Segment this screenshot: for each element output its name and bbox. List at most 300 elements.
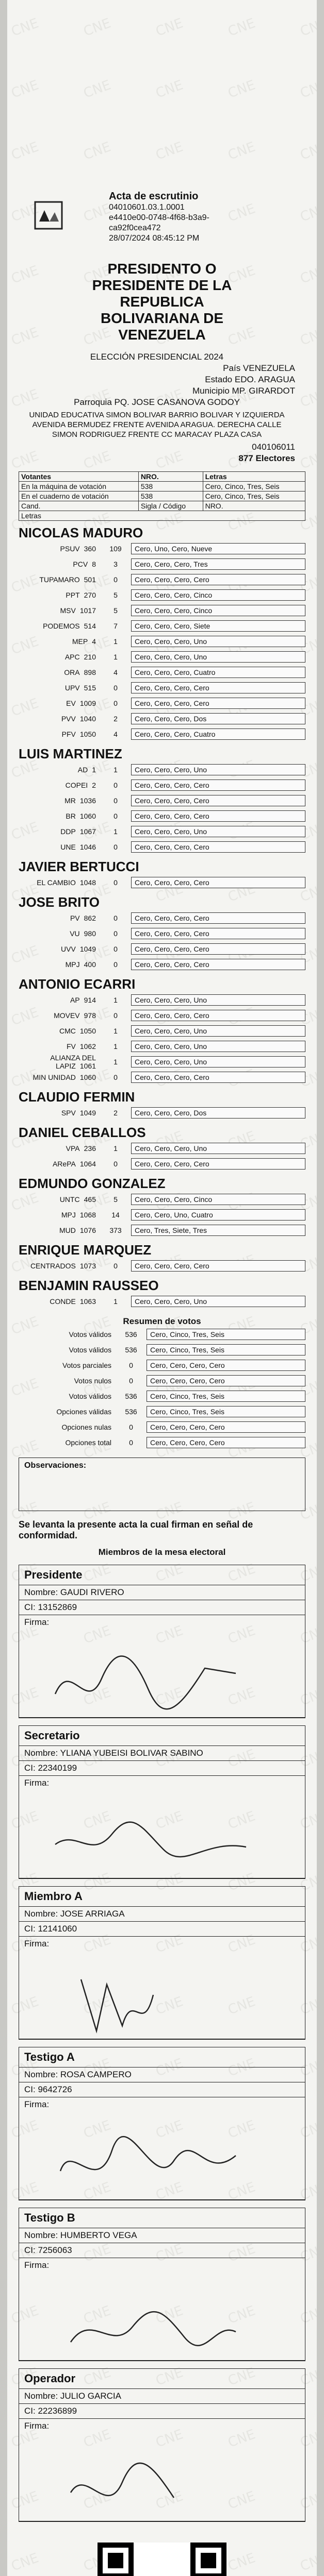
party-acronym: PFV — [61, 730, 76, 738]
party-code: 1060 — [79, 812, 96, 820]
signature-area — [19, 1951, 305, 2039]
party-acronym-code — [19, 560, 100, 568]
party-acronym-code — [19, 812, 100, 820]
vote-count: 1 — [114, 1058, 118, 1066]
candidate-party-row — [19, 941, 305, 957]
vote-letters: Cero, Cero, Cero, Uno — [131, 1296, 305, 1307]
party-code: 1064 — [79, 1160, 96, 1168]
signer-name: Nombre: YLIANA YUBEISI BOLIVAR SABINO — [19, 1746, 305, 1761]
vote-letters: Cero, Cero, Cero, Uno — [131, 1041, 305, 1052]
candidate-name: BENJAMIN RAUSSEO — [19, 1278, 159, 1293]
signers-list — [19, 1565, 305, 2522]
signature-area — [19, 1790, 305, 1878]
candidate-party-row — [19, 618, 305, 634]
candidate-party-row — [19, 1105, 305, 1121]
vote-count: 0 — [114, 812, 118, 820]
summary-letters: Cero, Cero, Cero, Cero — [147, 1375, 305, 1386]
party-acronym-code — [19, 1160, 100, 1168]
signature-icon — [50, 2441, 256, 2518]
summary-letters: Cero, Cinco, Tres, Seis — [147, 1391, 305, 1402]
party-code: 360 — [84, 545, 96, 553]
vote-letters: Cero, Cero, Cero, Cero — [131, 1260, 305, 1272]
candidate-party-row — [19, 1141, 305, 1156]
vote-count: 0 — [114, 1160, 118, 1168]
candidate-party-row — [19, 1207, 305, 1223]
vote-letters: Cero, Cero, Cero, Uno — [131, 1143, 305, 1154]
summary-label: Votos válidos — [69, 1392, 111, 1400]
party-acronym: CONDE — [50, 1297, 76, 1306]
party-acronym: PODEMOS — [43, 622, 80, 630]
vote-letters: Cero, Uno, Cero, Nueve — [131, 543, 305, 554]
party-acronym-code — [19, 1073, 100, 1081]
members-title: Miembros de la mesa electoral — [98, 1547, 226, 1557]
party-acronym: VPA — [66, 1144, 80, 1153]
vote-count: 1 — [114, 1144, 118, 1153]
party-acronym: MUD — [59, 1226, 76, 1234]
party-acronym-code — [19, 1027, 100, 1035]
candidate-party-row — [19, 711, 305, 726]
candidate-party-row — [19, 808, 305, 824]
party-code: 978 — [84, 1011, 96, 1020]
voter-cell: 538 — [138, 482, 203, 492]
vote-count: 0 — [114, 960, 118, 969]
vote-letters: Cero, Cero, Cero, Cero — [131, 779, 305, 791]
summary-letters: Cero, Cero, Cero, Cero — [147, 1421, 305, 1433]
vote-letters: Cero, Cero, Cero, Uno — [131, 764, 305, 775]
party-code: 1036 — [79, 796, 96, 805]
party-code: 1050 — [79, 730, 96, 738]
party-acronym: TUPAMARO — [39, 575, 80, 584]
party-code: 1049 — [79, 1109, 96, 1117]
center-code: 040106011 — [252, 442, 295, 452]
cne-logo-icon — [34, 201, 63, 230]
summary-row — [19, 1327, 305, 1342]
vote-letters: Cero, Cero, Cero, Siete — [131, 620, 305, 632]
candidate-name: ENRIQUE MARQUEZ — [19, 1242, 152, 1258]
vote-count: 2 — [114, 715, 118, 723]
party-acronym-code — [19, 929, 100, 938]
signer-role: Secretario — [19, 1726, 305, 1746]
party-acronym-code — [19, 914, 100, 922]
party-acronym-code — [19, 796, 100, 805]
vote-letters: Cero, Cero, Cero, Cero — [131, 574, 305, 585]
summary-value: 0 — [129, 1438, 133, 1447]
party-acronym: MPJ — [65, 960, 80, 969]
election-title — [19, 261, 305, 343]
election-name: ELECCIÓN PRESIDENCIAL 2024 — [90, 352, 224, 362]
party-acronym: ORA — [64, 668, 80, 676]
vote-count: 0 — [114, 796, 118, 805]
candidate-name: ANTONIO ECARRI — [19, 976, 136, 992]
acta-line: 28/07/2024 08:45:12 PM — [109, 234, 200, 243]
vote-count: 0 — [114, 684, 118, 692]
signer-firma-label: Firma: — [24, 1617, 50, 1627]
party-acronym-code — [19, 684, 100, 692]
party-acronym-code — [19, 878, 100, 887]
party-acronym: MPJ — [61, 1211, 76, 1219]
vote-letters: Cero, Cero, Cero, Uno — [131, 826, 305, 837]
acta-info — [109, 191, 209, 244]
party-acronym-code — [19, 945, 100, 953]
candidate-name: JAVIER BERTUCCI — [19, 859, 139, 874]
voter-subheader: NRO. — [203, 501, 305, 511]
vote-letters: Cero, Cero, Cero, Uno — [131, 636, 305, 647]
party-code: 862 — [84, 914, 96, 922]
country: País VENEZUELA — [223, 363, 295, 373]
summary-label: Votos parciales — [62, 1361, 111, 1369]
vote-letters: Cero, Cero, Cero, Cero — [131, 877, 305, 888]
summary-label: Votos nulos — [74, 1377, 111, 1385]
party-code: 1063 — [79, 1297, 96, 1306]
signer-block — [19, 2208, 305, 2361]
party-acronym-code — [19, 1226, 100, 1234]
candidate-name: JOSE BRITO — [19, 894, 100, 910]
party-acronym-code — [19, 699, 100, 707]
vote-count: 2 — [114, 1109, 118, 1117]
party-acronym-code — [19, 715, 100, 723]
vote-count: 1 — [114, 1042, 118, 1050]
summary-value: 536 — [125, 1392, 137, 1400]
vote-count: 5 — [114, 1195, 118, 1204]
summary-row — [19, 1419, 305, 1435]
signer-ci: CI: 22236899 — [19, 2404, 305, 2419]
candidate-party-row — [19, 603, 305, 618]
party-acronym-code — [19, 960, 100, 969]
municipality: Municipio MP. GIRARDOT — [192, 386, 295, 396]
vote-letters: Cero, Cero, Cero, Cero — [131, 943, 305, 955]
title-line: BOLIVARIANA DE — [101, 310, 223, 326]
signer-ci: CI: 7256063 — [19, 2243, 305, 2258]
party-acronym: UNE — [60, 843, 76, 851]
party-code: 914 — [84, 996, 96, 1004]
summary-letters: Cero, Cero, Cero, Cero — [147, 1437, 305, 1448]
party-code: 1060 — [79, 1073, 96, 1081]
voter-header: Votantes — [19, 472, 139, 482]
vote-letters: Cero, Cero, Cero, Cero — [131, 959, 305, 970]
vote-letters: Cero, Cero, Cero, Cero — [131, 841, 305, 853]
party-code: 980 — [84, 929, 96, 938]
party-acronym-code — [19, 1054, 100, 1070]
party-acronym-code — [19, 606, 100, 615]
vote-count: 0 — [114, 929, 118, 938]
party-acronym: BR — [66, 812, 76, 820]
vote-letters: Cero, Cero, Cero, Dos — [131, 713, 305, 724]
party-acronym: APC — [64, 653, 80, 661]
signer-firma-label: Firma: — [24, 2260, 50, 2270]
party-code: 4 — [92, 637, 96, 646]
vote-letters: Cero, Cero, Cero, Cero — [131, 810, 305, 822]
observations-label: Observaciones: — [24, 1461, 87, 1470]
voter-cell: Cero, Cinco, Tres, Seis — [203, 482, 305, 492]
summary-table — [19, 1327, 305, 1450]
signer-name: Nombre: ROSA CAMPERO — [19, 2067, 305, 2082]
acta-line: ca92f0cea472 — [109, 224, 161, 232]
vote-letters: Cero, Cero, Cero, Cinco — [131, 605, 305, 616]
signer-name: Nombre: JULIO GARCIA — [19, 2389, 305, 2404]
party-code: 1009 — [79, 699, 96, 707]
signature-icon — [50, 2120, 256, 2197]
vote-letters: Cero, Cero, Cero, Cuatro — [131, 667, 305, 678]
party-acronym: PV — [70, 914, 80, 922]
party-acronym: UVV — [61, 945, 76, 953]
party-acronym: VU — [70, 929, 80, 938]
party-code: 2 — [92, 781, 96, 789]
summary-row — [19, 1373, 305, 1388]
party-acronym: COPEI — [65, 781, 88, 789]
vote-count: 1 — [114, 653, 118, 661]
signature-area — [19, 2433, 305, 2521]
voter-subheader: Letras — [19, 511, 305, 521]
signer-firma-label: Firma: — [24, 2421, 50, 2431]
party-acronym: PVV — [61, 715, 76, 723]
party-code: 8 — [92, 560, 96, 568]
voter-subheader: Cand. — [19, 501, 139, 511]
vote-letters: Cero, Cero, Cero, Cero — [131, 795, 305, 806]
vote-letters: Cero, Tres, Siete, Tres — [131, 1225, 305, 1236]
party-acronym-code — [19, 843, 100, 851]
candidate-party-row — [19, 957, 305, 972]
summary-value: 0 — [129, 1361, 133, 1369]
title-line: PRESIDENTE DE LA — [92, 277, 232, 293]
signer-ci: CI: 22340199 — [19, 1761, 305, 1776]
candidate-party-row — [19, 1192, 305, 1207]
sign-notice: Se levanta la presente acta la cual firman en señal de conformidad. — [19, 1519, 253, 1540]
vote-letters: Cero, Cero, Cero, Cuatro — [131, 728, 305, 740]
summary-letters: Cero, Cinco, Tres, Seis — [147, 1406, 305, 1417]
signature-area — [19, 2112, 305, 2200]
party-code: 515 — [84, 684, 96, 692]
party-acronym: AD — [77, 766, 88, 774]
party-acronym: PPT — [66, 591, 80, 599]
party-code: 1046 — [79, 843, 96, 851]
party-acronym-code — [19, 1262, 100, 1270]
candidate-list — [19, 525, 305, 1309]
party-code: 1049 — [79, 945, 96, 953]
vote-count: 1 — [114, 637, 118, 646]
party-acronym: ALIANZA DEL LAPIZ — [50, 1054, 96, 1070]
signer-role: Testigo B — [19, 2208, 305, 2228]
party-code: 270 — [84, 591, 96, 599]
party-acronym-code — [19, 591, 100, 599]
candidate-party-row — [19, 1039, 305, 1054]
party-acronym: SPV — [61, 1109, 76, 1117]
vote-count: 0 — [114, 914, 118, 922]
title-line: REPUBLICA — [120, 294, 204, 310]
signature-icon — [50, 1959, 256, 2036]
voter-subheader: Sigla / Código — [138, 501, 203, 511]
vote-letters: Cero, Cero, Cero, Cinco — [131, 1194, 305, 1205]
candidate-party-row — [19, 824, 305, 839]
candidate-party-row — [19, 556, 305, 572]
candidate-name: LUIS MARTINEZ — [19, 746, 122, 761]
vote-count: 0 — [114, 945, 118, 953]
signature-area — [19, 2273, 305, 2361]
party-code: 210 — [84, 653, 96, 661]
vote-letters: Cero, Cero, Cero, Cero — [131, 1010, 305, 1021]
party-acronym-code — [19, 827, 100, 836]
party-code: 1061 — [79, 1062, 96, 1070]
party-acronym-code — [19, 668, 100, 676]
summary-row — [19, 1342, 305, 1358]
vote-count: 0 — [114, 575, 118, 584]
candidate-party-row — [19, 726, 305, 742]
candidate-party-row — [19, 1258, 305, 1274]
vote-count: 0 — [114, 1011, 118, 1020]
signer-block — [19, 2368, 305, 2522]
summary-value: 536 — [125, 1408, 137, 1416]
candidate-name: CLAUDIO FERMIN — [19, 1089, 135, 1105]
party-code: 400 — [84, 960, 96, 969]
title-line: VENEZUELA — [118, 327, 206, 343]
party-acronym: CENTRADOS — [30, 1262, 76, 1270]
vote-count: 3 — [114, 560, 118, 568]
party-acronym-code — [19, 545, 100, 553]
party-code: 1067 — [79, 827, 96, 836]
vote-count: 1 — [114, 1027, 118, 1035]
candidate-party-row — [19, 793, 305, 808]
party-code: 1040 — [79, 715, 96, 723]
candidate-name: EDMUNDO GONZALEZ — [19, 1176, 166, 1191]
candidate-party-row — [19, 541, 305, 556]
summary-label: Votos válidos — [69, 1330, 111, 1338]
signer-role: Miembro A — [19, 1887, 305, 1907]
vote-count: 0 — [114, 1262, 118, 1270]
candidate-party-row — [19, 839, 305, 855]
party-code: 898 — [84, 668, 96, 676]
party-acronym-code — [19, 637, 100, 646]
candidate-party-row — [19, 777, 305, 793]
election-info — [19, 351, 305, 464]
candidate-name: DANIEL CEBALLOS — [19, 1125, 146, 1140]
party-acronym: EL CAMBIO — [37, 878, 76, 887]
candidate-party-row — [19, 680, 305, 696]
candidate-party-row — [19, 665, 305, 680]
vote-letters: Cero, Cero, Cero, Cinco — [131, 589, 305, 601]
party-acronym: MSV — [60, 606, 76, 615]
party-acronym: MR — [64, 796, 76, 805]
candidate-party-row — [19, 926, 305, 941]
vote-count: 7 — [114, 622, 118, 630]
candidate-party-row — [19, 649, 305, 665]
party-acronym: UPV — [64, 684, 80, 692]
signer-ci: CI: 12141060 — [19, 1922, 305, 1937]
party-acronym-code — [19, 996, 100, 1004]
qr-area — [19, 2543, 305, 2576]
signer-block — [19, 1725, 305, 1879]
vote-letters: Cero, Cero, Uno, Cuatro — [131, 1209, 305, 1221]
summary-row — [19, 1358, 305, 1373]
party-acronym-code — [19, 653, 100, 661]
vote-count: 0 — [114, 781, 118, 789]
signer-firma-label: Firma: — [24, 2099, 50, 2109]
summary-value: 536 — [125, 1346, 137, 1354]
party-acronym-code — [19, 1109, 100, 1117]
summary-label: Votos válidos — [69, 1346, 111, 1354]
vote-count: 109 — [109, 545, 122, 553]
vote-count: 0 — [114, 699, 118, 707]
party-code: 1048 — [79, 878, 96, 887]
party-acronym: PCV — [73, 560, 88, 568]
party-acronym: ARePA — [52, 1160, 76, 1168]
summary-letters: Cero, Cero, Cero, Cero — [147, 1360, 305, 1371]
party-acronym: CMC — [59, 1027, 76, 1035]
party-code: 501 — [84, 575, 96, 584]
party-acronym-code — [19, 1011, 100, 1020]
vote-count: 0 — [114, 1073, 118, 1081]
signature-icon — [50, 1637, 256, 1715]
summary-row — [19, 1388, 305, 1404]
candidate-party-row — [19, 1223, 305, 1238]
voter-cell: 538 — [138, 492, 203, 501]
party-acronym-code — [19, 622, 100, 630]
candidate-party-row — [19, 587, 305, 603]
signer-block — [19, 1886, 305, 2040]
summary-row — [19, 1435, 305, 1450]
party-acronym: DDP — [60, 827, 76, 836]
party-acronym: UNTC — [59, 1195, 80, 1204]
party-acronym: EV — [66, 699, 76, 707]
acta-title: Acta de escrutinio — [109, 191, 199, 202]
party-acronym: FV — [66, 1042, 76, 1050]
party-code: 1 — [92, 766, 96, 774]
state: Estado EDO. ARAGUA — [205, 375, 295, 384]
candidate-party-row — [19, 634, 305, 649]
candidate-party-row — [19, 875, 305, 890]
signer-block — [19, 2047, 305, 2200]
vote-count: 4 — [114, 668, 118, 676]
candidate-party-row — [19, 910, 305, 926]
party-code: 1076 — [79, 1226, 96, 1234]
candidate-party-row — [19, 1156, 305, 1172]
vote-letters: Cero, Cero, Cero, Uno — [131, 1025, 305, 1037]
signer-role: Operador — [19, 2369, 305, 2389]
candidate-party-row — [19, 572, 305, 587]
vote-count: 1 — [114, 1297, 118, 1306]
signer-firma-label: Firma: — [24, 1778, 50, 1788]
party-acronym: AP — [70, 996, 80, 1004]
signature-icon — [50, 2280, 256, 2358]
observations-box — [19, 1458, 305, 1511]
vote-count: 14 — [111, 1211, 120, 1219]
party-acronym-code — [19, 1297, 100, 1306]
vote-letters: Cero, Cero, Cero, Uno — [131, 994, 305, 1006]
vote-letters: Cero, Cero, Cero, Cero — [131, 698, 305, 709]
candidate-party-row — [19, 992, 305, 1008]
party-acronym-code — [19, 730, 100, 738]
signer-name: Nombre: GAUDI RIVERO — [19, 1585, 305, 1600]
header — [19, 0, 305, 258]
signer-ci: CI: 13152869 — [19, 1600, 305, 1615]
vote-count: 1 — [114, 766, 118, 774]
vote-count: 0 — [114, 878, 118, 887]
party-acronym: MEP — [72, 637, 88, 646]
summary-letters: Cero, Cinco, Tres, Seis — [147, 1344, 305, 1355]
party-acronym-code — [19, 1144, 100, 1153]
summary-label: Opciones nulas — [61, 1423, 111, 1431]
vote-letters: Cero, Cero, Cero, Tres — [131, 558, 305, 570]
party-acronym-code — [19, 766, 100, 774]
summary-label: Opciones válidas — [56, 1408, 111, 1416]
party-acronym: MOVEV — [54, 1011, 80, 1020]
acta-line: 04010601.03.1.0001 — [109, 203, 185, 212]
vote-count: 5 — [114, 606, 118, 615]
signer-role: Presidente — [19, 1565, 305, 1585]
signer-name: Nombre: HUMBERTO VEGA — [19, 2228, 305, 2243]
voter-header: NRO. — [138, 472, 203, 482]
summary-value: 0 — [129, 1423, 133, 1431]
voter-cell: En el cuaderno de votación — [19, 492, 139, 501]
party-acronym: PSUV — [60, 545, 80, 553]
